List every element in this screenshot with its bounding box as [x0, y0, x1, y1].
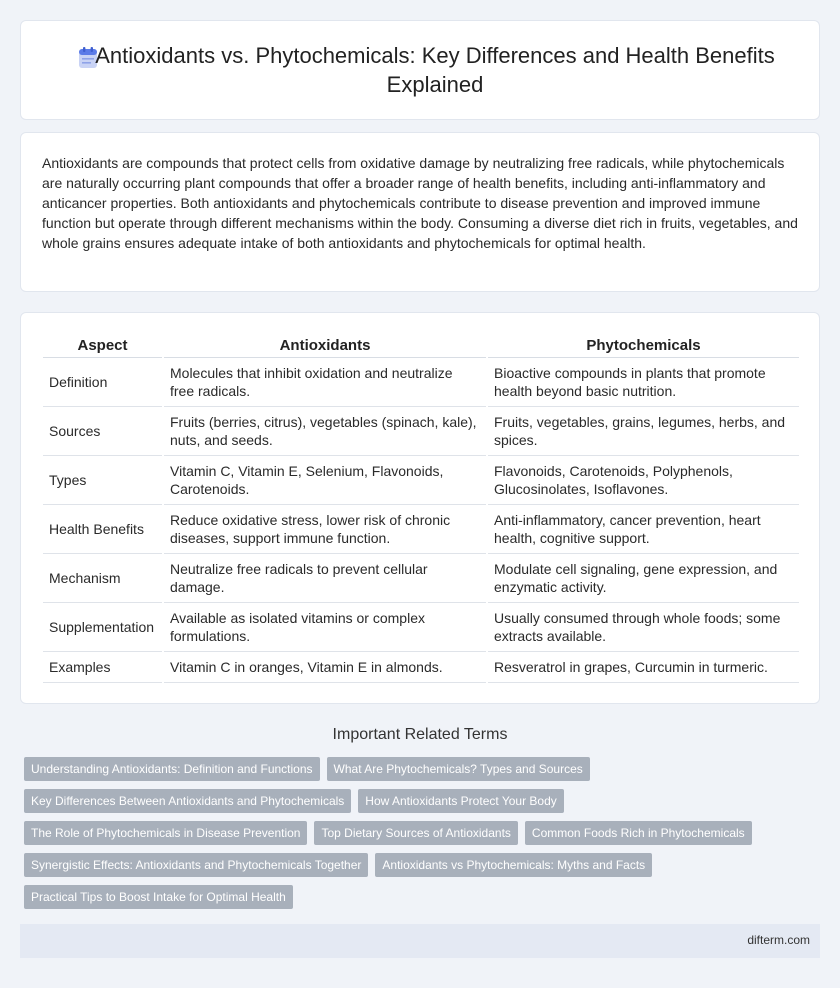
related-term-tag[interactable]: Top Dietary Sources of Antioxidants — [314, 821, 517, 845]
related-term-tag[interactable]: Understanding Antioxidants: Definition and Functions — [24, 757, 320, 781]
cell-aspect: Supplementation — [43, 603, 163, 652]
related-term-tag[interactable]: Key Differences Between Antioxidants and Phytochemicals — [24, 789, 351, 813]
cell-aspect: Mechanism — [43, 554, 163, 603]
cell-antioxidants: Vitamin C, Vitamin E, Selenium, Flavonoids, Carotenoids. — [163, 456, 487, 505]
related-term-tag[interactable]: Common Foods Rich in Phytochemicals — [525, 821, 752, 845]
related-term-tag[interactable]: What Are Phytochemicals? Types and Sources — [327, 757, 590, 781]
cell-aspect: Sources — [43, 407, 163, 456]
comparison-table — [43, 335, 799, 683]
header-card — [20, 20, 820, 120]
table-row — [43, 505, 799, 554]
cell-phytochemicals: Bioactive compounds in plants that promote health beyond basic nutrition. — [487, 358, 799, 407]
table-row — [43, 603, 799, 652]
cell-aspect: Examples — [43, 652, 163, 683]
comparison-table-card — [20, 312, 820, 704]
cell-aspect: Types — [43, 456, 163, 505]
cell-antioxidants: Vitamin C in oranges, Vitamin E in almonds. — [163, 652, 487, 683]
cell-phytochemicals: Resveratrol in grapes, Curcumin in turmeric. — [487, 652, 799, 683]
intro-paragraph: Antioxidants are compounds that protect cells from oxidative damage by neutralizing free radicals, while phytochemicals are naturally occurring plant compounds that offer a broader range of health benefits, including anti-inflammatory and anticancer properties. Both antioxidants and phytochemicals contribute to disease prevention and improved immune function but operate through different mechanisms within the body. Consuming a diverse diet rich in fruits, vegetables, and whole grains ensures adequate intake of both antioxidants and phytochemicals for optimal health. — [42, 155, 798, 251]
cell-phytochemicals: Modulate cell signaling, gene expression, and enzymatic activity. — [487, 554, 799, 603]
cell-antioxidants: Neutralize free radicals to prevent cellular damage. — [163, 554, 487, 603]
cell-antioxidants: Fruits (berries, citrus), vegetables (spinach, kale), nuts, and seeds. — [163, 407, 487, 456]
table-row — [43, 407, 799, 456]
table-row — [43, 456, 799, 505]
cell-aspect: Definition — [43, 358, 163, 407]
related-term-tag[interactable]: How Antioxidants Protect Your Body — [358, 789, 563, 813]
cell-antioxidants: Available as isolated vitamins or complex formulations. — [163, 603, 487, 652]
page-title: Antioxidants vs. Phytochemicals: Key Differences and Health Benefits Explained — [95, 43, 775, 97]
related-term-tag[interactable]: Antioxidants vs Phytochemicals: Myths and Facts — [375, 853, 652, 877]
footer-bar — [20, 924, 820, 958]
cell-antioxidants: Molecules that inhibit oxidation and neutralize free radicals. — [163, 358, 487, 407]
cell-phytochemicals: Fruits, vegetables, grains, legumes, herbs, and spices. — [487, 407, 799, 456]
related-term-tag[interactable]: Synergistic Effects: Antioxidants and Phytochemicals Together — [24, 853, 368, 877]
cell-aspect: Health Benefits — [43, 505, 163, 554]
header-phytochemicals: Phytochemicals — [487, 335, 799, 358]
related-terms-title: Important Related Terms — [332, 726, 508, 743]
cell-antioxidants: Reduce oxidative stress, lower risk of chronic diseases, support immune function. — [163, 505, 487, 554]
cell-phytochemicals: Usually consumed through whole foods; some extracts available. — [487, 603, 799, 652]
related-term-tag[interactable]: The Role of Phytochemicals in Disease Prevention — [24, 821, 307, 845]
table-row — [43, 652, 799, 683]
table-row — [43, 554, 799, 603]
header-antioxidants: Antioxidants — [163, 335, 487, 358]
footer-site-link[interactable]: difterm.com — [747, 933, 810, 947]
cell-phytochemicals: Flavonoids, Carotenoids, Polyphenols, Glucosinolates, Isoflavones. — [487, 456, 799, 505]
intro-card — [20, 132, 820, 292]
table-header-row — [43, 335, 799, 358]
header-aspect: Aspect — [43, 335, 163, 358]
related-terms-list — [24, 757, 824, 917]
cell-phytochemicals: Anti-inflammatory, cancer prevention, heart health, cognitive support. — [487, 505, 799, 554]
related-term-tag[interactable]: Practical Tips to Boost Intake for Optimal Health — [24, 885, 293, 909]
table-row — [43, 358, 799, 407]
